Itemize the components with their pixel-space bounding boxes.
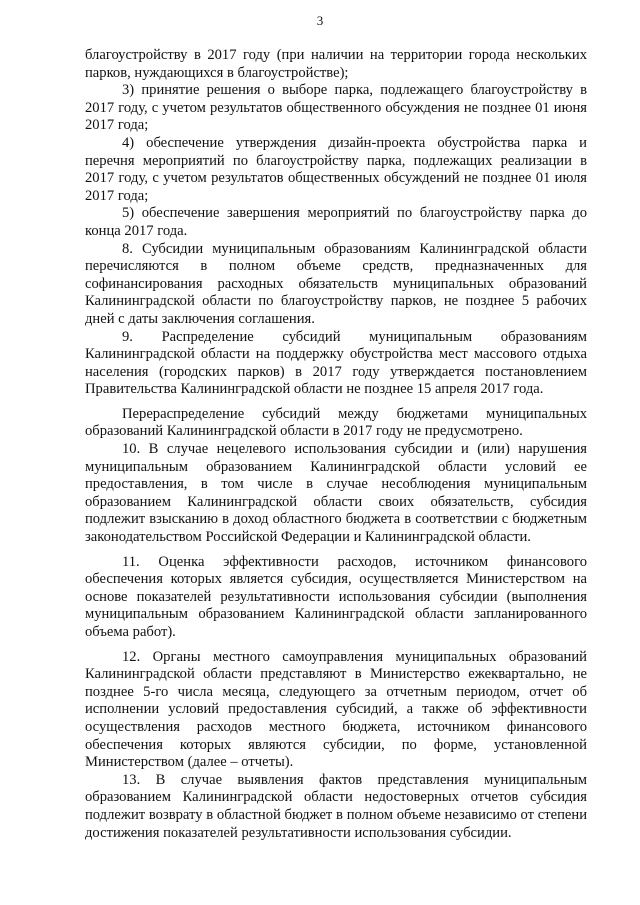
document-body bbox=[85, 47, 587, 842]
paragraph-item-3: 3) принятие решения о выборе парка, подлежащего благоустройству в 2017 году, с учетом результатов общественного обсуждения не позднее 01 июня 2017 года; bbox=[85, 82, 587, 134]
paragraph-clause-13: 13. В случае выявления фактов представления муниципальным образованием Калининградской области недостоверных отчетов субсидия подлежит возврату в областной бюджет в полном объеме независимо от степени достижения показателей результативности использования субсидии. bbox=[85, 771, 587, 841]
page-number: 3 bbox=[316, 13, 324, 28]
paragraph-clause-9: 9. Распределение субсидий муниципальным образованиям Калининградской области на поддержку обустройства мест массового отдыха населения (городских парков) в 2017 году утверждается постановлением Правительства Калининградской области не позднее 15 апреля 2017 года. bbox=[85, 328, 587, 398]
paragraph-clause-11: 11. Оценка эффективности расходов, источником финансового обеспечения которых является субсидия, осуществляется Министерством на основе показателей результативности использования субсидии (выполнения муниципальным образованием Калининградской области запланированного объема работ). bbox=[85, 553, 587, 640]
paragraph-clause-8: 8. Субсидии муниципальным образованиям Калининградской области перечисляются в полном объеме средств, предназначенных для софинансирования расходных обязательств муниципальных образований Калининградской области по благоустройству парков, не позднее 5 рабочих дней с даты заключения соглашения. bbox=[85, 240, 587, 327]
paragraph-clause-10: 10. В случае нецелевого использования субсидии и (или) нарушения муниципальным образованием Калининградской области условий ее предоставления, в том числе в случае несоблюдения муниципальным образованием Калининградской области своих обязательств, субсидия подлежит взысканию в доход областного бюджета в соответствии с бюджетным законодательством Российской Федерации и Калининградской области. bbox=[85, 441, 587, 546]
paragraph-item-4: 4) обеспечение утверждения дизайн-проекта обустройства парка и перечня мероприятий по благоустройству парка, подлежащих реализации в 2017 году, с учетом результатов общественных обсуждений не позднее 01 июля 2017 года; bbox=[85, 134, 587, 204]
paragraph-item-5: 5) обеспечение завершения мероприятий по благоустройству парка до конца 2017 года. bbox=[85, 205, 587, 239]
paragraph-redistribution: Перераспределение субсидий между бюджетами муниципальных образований Калининградской области в 2017 году не предусмотрено. bbox=[85, 405, 587, 440]
paragraph-continuation: благоустройству в 2017 году (при наличии на территории города нескольких парков, нуждающихся в благоустройстве); bbox=[85, 47, 587, 81]
paragraph-clause-12: 12. Органы местного самоуправления муниципальных образований Калининградской области представляют в Министерство ежеквартально, не позднее 5-го числа месяца, следующего за отчетным периодом, отчет об исполнении условий предоставления субсидий, а также об эффективности осуществления расходов местного бюджета, источником финансового обеспечения которых являются субсидии, по форме, установленной Министерством (далее – отчеты). bbox=[85, 648, 587, 771]
